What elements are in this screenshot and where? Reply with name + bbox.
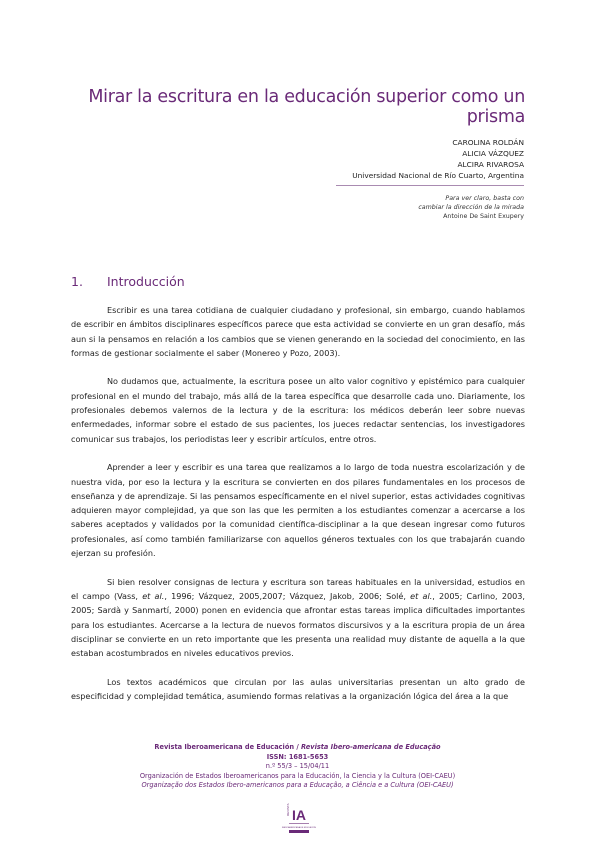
paragraph: Aprender a leer y escribir es una tarea que realizamos a lo largo de toda nuestra escolarización y de nuestra vida, por eso la lectura y la escritura se convierten en dos pilares fundamentales en los procesos de enseñanza y de aprendizaje. Si las pensamos específicamente en el nivel superior, estas actividades cognitivas adquieren mayor complejidad, ya que son las que les permiten a los estudiantes comenzar a acercarse a los saberes aceptados y validados por la comunidad científica-disciplinar a la que desean ingresar como futuros profesionales, así como también familiarizarse con aquellos géneros textuales con los que trabajarán cuando ejerzan su profesión. <box>71 462 525 559</box>
issue-number: n.º 55/3 – 15/04/11 <box>265 762 330 770</box>
organization-pt: Organização dos Estados Ibero-americanos para a Educação, a Ciência e a Cultura (OEI-CAEU) <box>141 781 454 789</box>
citation-italic: et al. <box>410 590 433 601</box>
section-heading <box>71 274 185 289</box>
paragraph: No dudamos que, actualmente, la escritura posee un alto valor cognitivo y epistémico para cualquier profesional en el mundo del trabajo, más allá de la tarea específica que desarrolle cada uno. Diariamente, los profesionales debemos valernos de la lectura y de la escritura: los médicos deberán leer sobre nuevas enfermedades, informar sobre el estado de sus pacientes, los jueces redactar sentencias, los investigadores comunicar sus trabajos, los periodistas leer y escribir artículos, entre otros. <box>71 376 525 444</box>
epigraph-attribution: Antoine De Saint Exupery <box>443 213 524 220</box>
paragraph-text: Si bien resolver consignas de lectura y escritura son tareas habituales en la universidad, estudios en el campo (Vass, <box>71 576 525 601</box>
epigraph-quote-line: Para ver claro, basta con <box>445 195 524 202</box>
author-affiliation: Universidad Nacional de Río Cuarto, Argentina <box>352 171 524 180</box>
logo-caption: IBEROAMERICANA DE EDUCACIÓN <box>282 827 316 829</box>
paragraph-text: , 2005; Carlino, 2003, 2005; Sardà y Sanmartí, 2000) ponen en evidencia que afrontar estas tareas implica dificultades importantes para los estudiantes. Acercarse a la lectura de nuevos formatos discursivos y a la escritura propia de un área disciplinar se convierte en un reto importante que les presenta una realidad muy distante de aquella a la que estaban acostumbrados en niveles educativos previos. <box>71 590 525 659</box>
author-name: CAROLINA ROLDÁN <box>452 138 524 147</box>
section-number: 1. <box>71 274 83 289</box>
logo-mark: IA <box>292 807 306 823</box>
article-title: Mirar la escritura en la educación superior como un prisma <box>88 87 525 127</box>
divider <box>336 185 524 186</box>
issn: ISSN: 1681-5653 <box>266 752 329 761</box>
epigraph-quote-line: cambiar la dirección de la mirada <box>418 204 524 211</box>
journal-name-es: Revista Iberoamericana de Educación <box>154 743 295 751</box>
paragraph: Los textos académicos que circulan por las aulas universitarias presentan un alto grado de especificidad y complejidad temática, asumiendo formas relativas a la organización lógica del área a la que <box>71 676 525 702</box>
journal-name <box>0 743 595 753</box>
author-name: ALICIA VÁZQUEZ <box>462 149 524 158</box>
section-title: Introducción <box>107 274 185 289</box>
logo-side-text: REVISTA <box>286 803 290 816</box>
paragraph-text: , 1996; Vázquez, 2005,2007; Vázquez, Jakob, 2006; Solé, <box>164 590 411 601</box>
organization-es: Organización de Estados Iberoamericanos para la Educación, la Ciencia y la Cultura (OEI-CAEU) <box>139 771 456 780</box>
body-text <box>71 303 525 718</box>
paragraph: Escribir es una tarea cotidiana de cualquier ciudadano y profesional, sin embargo, cuando hablamos de escribir en ámbitos disciplinares específicos parece que esta actividad se convierte en un gran desafío, más aun si la pensamos en relación a los cambios que se vienen generando en la sociedad del conocimiento, en las formas de gestionar socialmente el saber (Monereo y Pozo, 2003). <box>71 305 525 358</box>
author-block <box>352 137 524 181</box>
epigraph <box>418 194 524 221</box>
journal-separator: / <box>294 743 302 751</box>
paragraph <box>71 575 525 661</box>
page-footer <box>0 743 595 791</box>
citation-italic: et al. <box>142 590 165 601</box>
journal-logo <box>282 803 316 834</box>
author-name: ALCIRA RIVAROSA <box>457 160 524 169</box>
journal-name-pt: Revista Ibero-americana de Educação <box>301 743 441 751</box>
journal-logo-icon <box>282 803 316 834</box>
